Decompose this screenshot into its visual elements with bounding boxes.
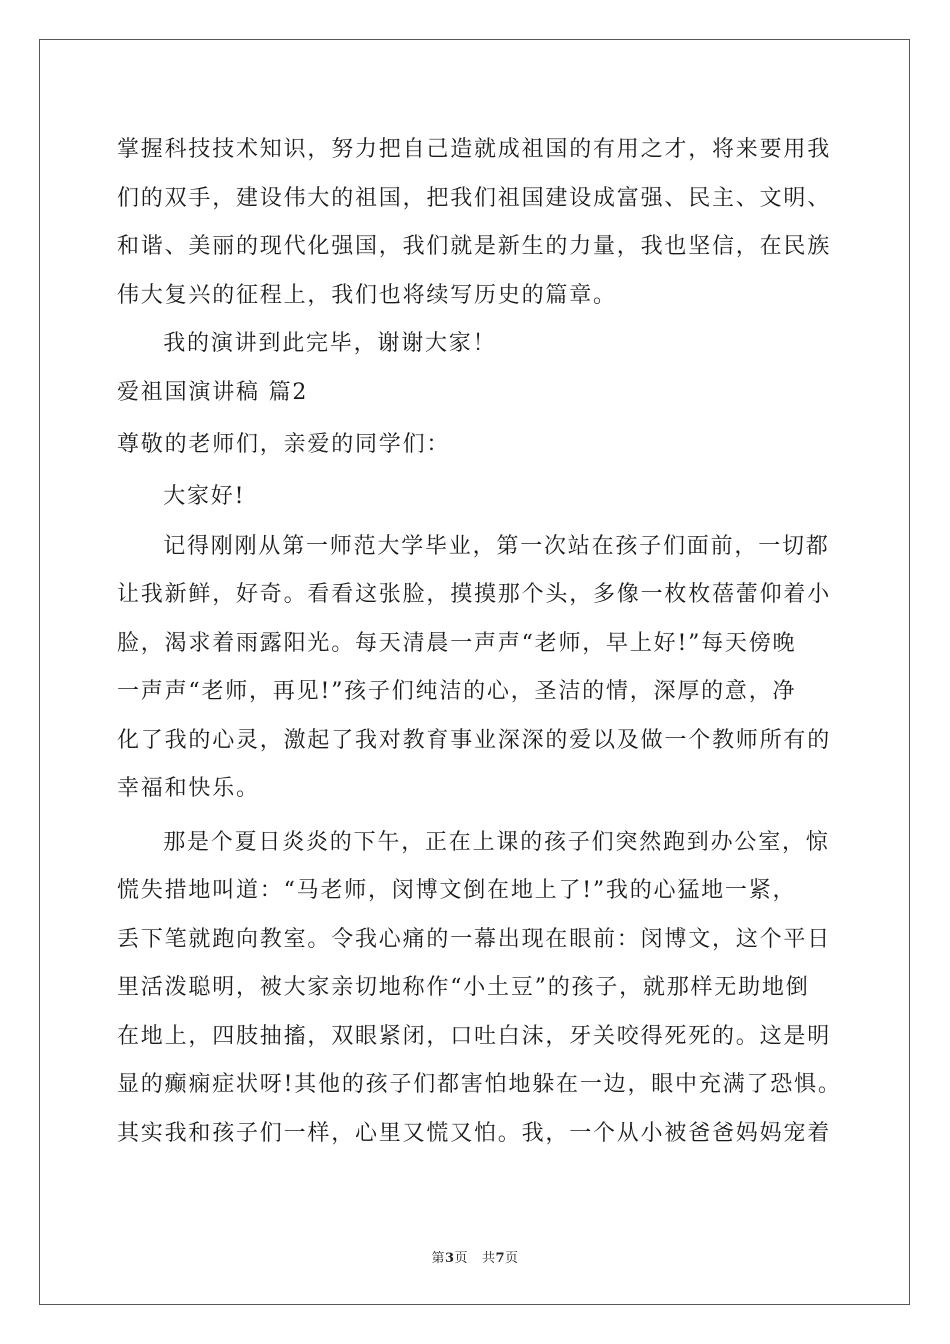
text-line: 让我新鲜，好奇。看看这张脸，摸摸那个头，多像一枚枚蓓蕾仰着小	[117, 582, 832, 607]
paragraph-continued	[117, 126, 837, 320]
text-line: 一声声“老师，再见!”孩子们纯洁的心，圣洁的情，深厚的意，净	[117, 679, 797, 704]
greeting: 大家好!	[163, 483, 246, 509]
text-line: 化了我的心灵，激起了我对教育事业深深的爱以及做一个教师所有的	[117, 727, 832, 753]
page-footer	[0, 1247, 950, 1266]
text-line: 里活泼聪明，被大家亲切地称作“小土豆”的孩子，就那样无助地倒	[117, 975, 810, 1000]
closing-line: 我的演讲到此完毕，谢谢大家！	[163, 331, 497, 356]
total-prefix: 共	[481, 1251, 496, 1266]
page-prefix: 第	[431, 1251, 445, 1266]
text-line: 记得刚刚从第一师范大学毕业，第一次站在孩子们面前，一切都	[163, 533, 830, 559]
text-line: 其实我和孩子们一样，心里又慌又怕。我，一个从小被爸爸妈妈宠着	[117, 1120, 832, 1146]
text-line: 和谐、美丽的现代化强国，我们就是新生的力量，我也坚信，在民族	[117, 234, 832, 259]
text-line: 丢下笔就跑向教室。令我心痛的一幕出现在眼前：闵博文，这个平日	[117, 926, 832, 952]
salutation: 尊敬的老师们，亲爱的同学们：	[117, 431, 451, 457]
text-line: 慌失措地叫道：“马老师，闵博文倒在地上了!”我的心猛地一紧，	[117, 878, 797, 903]
page-number: 3	[444, 1251, 455, 1266]
total-unit: 页	[505, 1251, 519, 1266]
text-line: 那是个夏日炎炎的下午，正在上课的孩子们突然跑到办公室，惊	[163, 829, 830, 855]
paragraph-event	[117, 819, 842, 1159]
document-body	[117, 126, 842, 1158]
paragraph-memory	[117, 523, 837, 814]
text-line: 显的癫痫症状呀!其他的孩子们都害怕地躲在一边，眼中充满了恐惧。	[117, 1072, 842, 1097]
text-line: 在地上，四肢抽搐，双眼紧闭，口吐白沫，牙关咬得死死的。这是明	[117, 1023, 832, 1049]
text-line: 脸，渴求着雨露阳光。每天清晨一声声“老师，早上好!”每天傍晚	[117, 630, 797, 656]
text-line: 掌握科技技术知识，努力把自己造就成祖国的有用之才，将来要用我	[117, 137, 832, 162]
page-unit: 页	[454, 1251, 469, 1266]
text-line: 伟大复兴的征程上，我们也将续写历史的篇章。	[117, 282, 617, 308]
text-line: 们的双手，建设伟大的祖国，把我们祖国建设成富强、民主、文明、	[117, 185, 832, 211]
text-line: 幸福和快乐。	[117, 776, 260, 801]
section-heading: 爱祖国演讲稿 篇2	[117, 379, 309, 405]
total-pages: 7	[495, 1251, 506, 1266]
